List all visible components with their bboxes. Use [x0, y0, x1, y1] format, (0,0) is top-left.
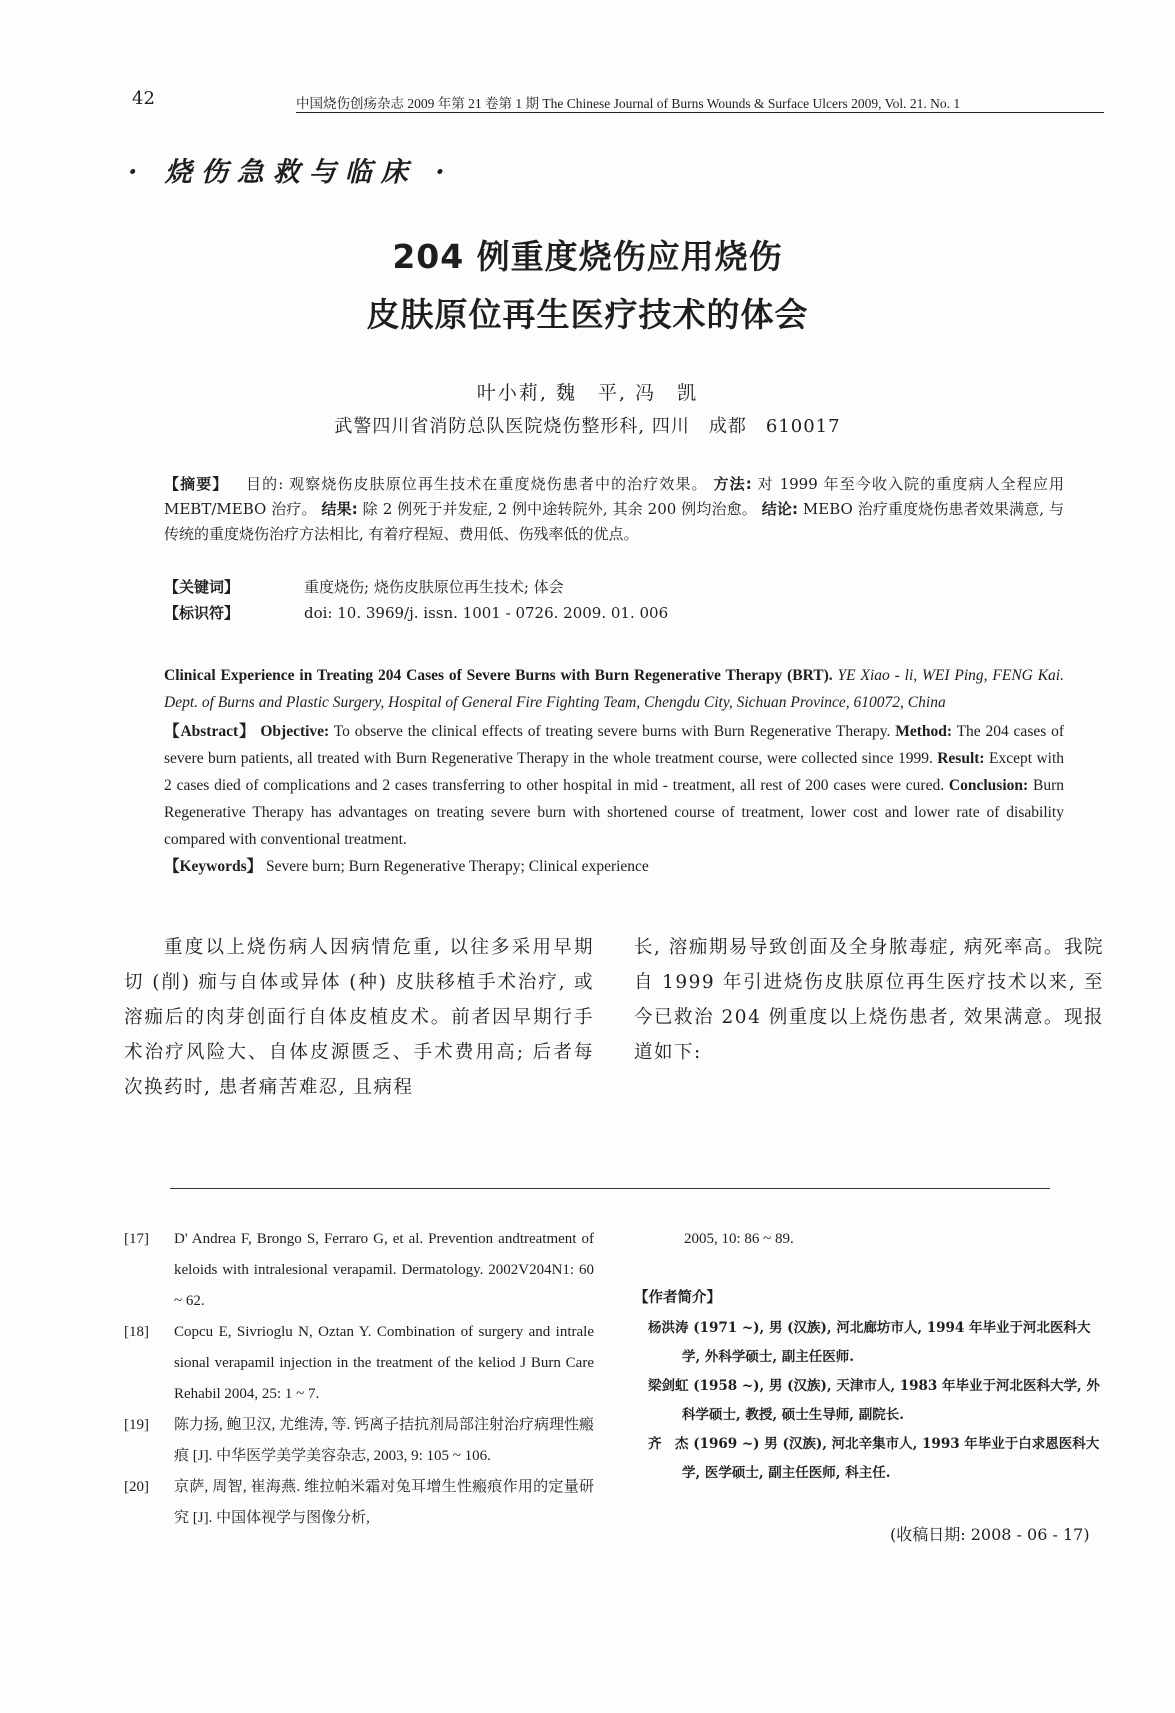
- en-result-label: Result:: [937, 750, 985, 767]
- title-line-1: 204 例重度烧伤应用烧伤: [392, 237, 783, 276]
- author-bio-item: 杨洪涛 (1971 ~), 男 (汉族), 河北廊坊市人, 1994 年毕业于河北医科大学, 外科学硕士, 副主任医师.: [648, 1320, 1091, 1365]
- method-text: 对 1999 年至今收入院的重度病人全程应用 MEBT/MEBO 治疗。: [164, 475, 1064, 518]
- footnote-divider: [170, 1188, 1050, 1189]
- reference-item: [124, 1410, 594, 1472]
- author-bio-list: [648, 1314, 1104, 1488]
- english-authors: YE Xiao - li, WEI Ping, FENG Kai. Dept. of Burns and Plastic Surgery, Hospital of General Fire Fighting Team, Chengdu City, Sichuan Province, 610072, China: [164, 667, 1064, 711]
- reference-item: [124, 1472, 594, 1534]
- conclusion-label: 结论:: [761, 500, 799, 518]
- running-head: 中国烧伤创疡杂志 2009 年第 21 卷第 1 期 The Chinese Journal of Burns Wounds & Surface Ulcers 2009, Vol. 21. No. 1: [296, 96, 961, 111]
- en-abstract-label: 【Abstract】: [164, 723, 256, 740]
- en-objective-text: To observe the clinical effects of treating severe burns with Burn Regenerative Therapy.: [333, 723, 891, 740]
- english-keywords: [164, 853, 1064, 880]
- body-text-left: 重度以上烧伤病人因病情危重, 以往多采用早期切 (削) 痂与自体或异体 (种) 皮肤移植手术治疗, 或溶痂后的肉芽创面行自体皮植皮术。前者因早期行手术治疗风险大、自体皮源匮乏、手术费用高; 后者每次换药时, 患者痛苦难忍, 且病程: [124, 937, 594, 1098]
- article-title: [0, 228, 1175, 344]
- en-conclusion-label: Conclusion:: [948, 777, 1029, 794]
- objective-text: 观察烧伤皮肤原位再生技术在重度烧伤患者中的治疗效果。: [289, 475, 708, 493]
- reference-number: [20]: [124, 1479, 149, 1495]
- en-keywords-label: 【Keywords】: [164, 858, 263, 875]
- chinese-abstract: [164, 472, 1064, 547]
- section-label: · 烧伤急救与临床 ·: [128, 157, 454, 188]
- reference-item: [124, 1224, 594, 1317]
- english-abstract: [164, 718, 1064, 853]
- reference-text: Copcu E, Sivrioglu N, Oztan Y. Combination of surgery and intrale sional verapamil injection in the treatment of the keliod J Burn Care Rehabil 2004, 25: 1 ~ 7.: [174, 1324, 594, 1402]
- reference-number: [19]: [124, 1417, 149, 1433]
- en-objective-label: Objective:: [260, 723, 330, 740]
- title-line-2: 皮肤原位再生医疗技术的体会: [366, 295, 809, 334]
- running-head-rule: [296, 112, 1104, 113]
- reference-text: 京萨, 周智, 崔海燕. 维拉帕米霜对兔耳增生性瘢痕作用的定量研究 [J]. 中国体视学与图像分析,: [174, 1479, 594, 1526]
- reference-text: 陈力扬, 鲍卫汉, 尤维涛, 等. 钙离子拮抗剂局部注射治疗病理性瘢痕 [J]. 中华医学美学美容杂志, 2003, 9: 105 ~ 106.: [174, 1417, 595, 1464]
- en-method-text: The 204 cases of severe burn patients, all treated with Burn Regenerative Therapy in the whole treatment course, were collected since 1999.: [164, 723, 1064, 767]
- abstract-label: 【摘要】: [164, 475, 229, 493]
- received-date: (收稿日期: 2008 - 06 - 17): [890, 1525, 1090, 1544]
- identifier-label: 【标识符】: [164, 604, 240, 622]
- result-label: 结果:: [321, 500, 358, 518]
- english-title: Clinical Experience in Treating 204 Cases of Severe Burns with Burn Regenerative Therapy (BRT).: [164, 667, 833, 684]
- conclusion-text: MEBO 治疗重度烧伤患者效果满意, 与传统的重度烧伤治疗方法相比, 有着疗程短、费用低、伤残率低的优点。: [164, 500, 1064, 543]
- method-label: 方法:: [713, 475, 752, 493]
- author-bio-item: 梁剑虹 (1958 ~), 男 (汉族), 天津市人, 1983 年毕业于河北医科大学, 外科学硕士, 教授, 硕士生导师, 副院长.: [648, 1378, 1100, 1423]
- english-abstract-block: [164, 662, 1064, 880]
- authors: 叶小莉, 魏 平, 冯 凯: [476, 382, 699, 404]
- en-conclusion-text: Burn Regenerative Therapy has advantages on treating severe burn with shortened course of treatment, lower cost and lower rate of disability compared with conventional treatment.: [164, 777, 1064, 848]
- author-bio-heading: 【作者简介】: [634, 1290, 721, 1306]
- reference-number: [17]: [124, 1231, 149, 1247]
- reference-item: [124, 1317, 594, 1410]
- reference-list: [124, 1224, 594, 1534]
- reference-number: [18]: [124, 1324, 149, 1340]
- identifier-text: doi: 10. 3969/j. issn. 1001 - 0726. 2009. 01. 006: [304, 604, 669, 622]
- author-bio-item: 齐 杰 (1969 ~) 男 (汉族), 河北辛集市人, 1993 年毕业于白求恩医科大学, 医学硕士, 副主任医师, 科主任.: [648, 1436, 1100, 1481]
- page-number: 42: [132, 88, 155, 109]
- en-keywords-text: Severe burn; Burn Regenerative Therapy; Clinical experience: [266, 858, 649, 875]
- objective-label: 目的:: [246, 475, 284, 493]
- keywords-cn: [164, 576, 1064, 597]
- affiliation: 武警四川省消防总队医院烧伤整形科, 四川 成都 610017: [334, 416, 841, 437]
- result-text: 除 2 例死于并发症, 2 例中途转院外, 其余 200 例均治愈。: [362, 500, 757, 518]
- body-text-right: 长, 溶痂期易导致创面及全身脓毒症, 病死率高。我院自 1999 年引进烧伤皮肤原位再生医疗技术以来, 至今已救治 204 例重度以上烧伤患者, 效果满意。现报道如下:: [634, 937, 1104, 1063]
- keywords-cn-text: 重度烧伤; 烧伤皮肤原位再生技术; 体会: [304, 578, 564, 596]
- reference-text: D' Andrea F, Brongo S, Ferraro G, et al. Prevention andtreatment of keloids with intralesional verapamil. Dermatology. 2002V204N1: 60 ~ 62.: [174, 1231, 594, 1309]
- keywords-cn-label: 【关键词】: [164, 578, 240, 596]
- identifier: [164, 602, 1064, 623]
- en-result-text: Except with 2 cases died of complications and 2 cases transferring to other hospital in mid - treatment, all rest of 200 cases were cured.: [164, 750, 1064, 794]
- en-method-label: Method:: [895, 723, 953, 740]
- reference-continuation: 2005, 10: 86 ~ 89.: [684, 1231, 794, 1247]
